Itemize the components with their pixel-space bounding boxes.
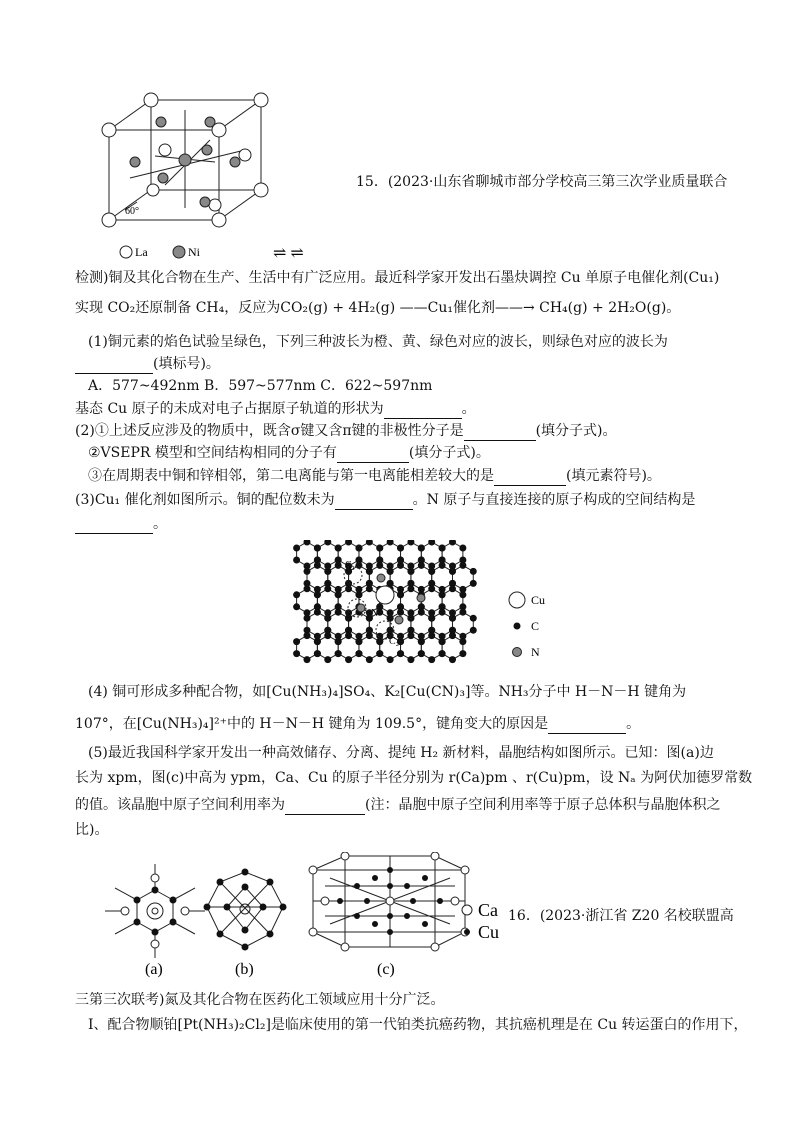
- carbon-atom: [314, 638, 321, 645]
- q15-part1-line1: (1)铜元素的焰色试验呈绿色，下列三种波长为橙、黄、绿色对应的波长，则绿色对应的波长为: [88, 334, 668, 350]
- carbon-atom: [449, 540, 456, 546]
- carbon-atom: [428, 656, 435, 663]
- carbon-atom: [449, 615, 456, 622]
- carbon-atom: [335, 562, 342, 569]
- carbon-atom: [324, 585, 331, 592]
- legend-ca: Ca: [478, 900, 498, 920]
- carbon-atom: [376, 638, 383, 645]
- carbon-atom: [397, 562, 404, 569]
- carbon-atom: [355, 638, 362, 645]
- carbon-atom: [407, 585, 414, 592]
- lattice-hexagon: [359, 542, 380, 566]
- carbon-atom: [397, 545, 404, 552]
- graphdiyne-cu-catalyst-figure: [285, 540, 555, 670]
- carbon-atom: [418, 638, 425, 645]
- carbon-atom: [407, 540, 414, 546]
- carbon-atom: [439, 591, 446, 598]
- legend-la: La: [135, 245, 148, 259]
- answer-blank[interactable]: [335, 495, 413, 510]
- legend-c: C: [531, 619, 540, 633]
- carbon-atom: [355, 591, 362, 598]
- answer-blank[interactable]: [75, 519, 153, 534]
- carbon-atom: [304, 540, 311, 546]
- lattice-hexagon: [390, 565, 411, 589]
- carbon-atom: [314, 545, 321, 552]
- lattice-hexagon: [401, 542, 422, 566]
- carbon-atom: [335, 638, 342, 645]
- carbon-atom: [314, 650, 321, 657]
- carbon-atom: [459, 591, 466, 598]
- carbon-atom: [459, 638, 466, 645]
- answer-blank[interactable]: [75, 359, 153, 374]
- q16-line2: I、配合物顺铂[Pt(NH₃)₂Cl₂]是临床使用的第一代铂类抗癌药物，其抗癌机理是在 Cu 转运蛋白的作用下，: [88, 1017, 748, 1033]
- carbon-atom: [470, 627, 477, 634]
- q15-part3-a: (3)Cu₁ 催化剂如图所示。铜的配位数未为 。N 原子与直接连接的原子构成的空间结构是: [75, 492, 696, 508]
- carbon-atom: [345, 585, 352, 592]
- carbon-atom: [376, 562, 383, 569]
- carbon-atom: [366, 568, 373, 575]
- q15-part4-a: (4) 铜可形成多种配合物，如[Cu(NH₃)₄]SO₄、K₂[Cu(CN)₃]等。NH₃分子中 H－N－H 键角为: [88, 684, 687, 700]
- lattice-hexagon: [380, 542, 401, 566]
- carbon-atom: [293, 557, 300, 564]
- carbon-atom: [418, 650, 425, 657]
- q15-part5-c: 的值。该晶胞中原子空间利用率为 (注：晶胞中原子空间利用率等于原子总体积与晶胞体积之: [75, 797, 721, 813]
- answer-blank[interactable]: [285, 800, 365, 815]
- lattice-hexagon: [307, 612, 328, 636]
- q15-part5-d: 比)。: [75, 822, 109, 838]
- carbon-atom: [293, 603, 300, 610]
- carbon-atom: [355, 545, 362, 552]
- lattice-hexagon: [421, 636, 442, 660]
- carbon-atom: [376, 650, 383, 657]
- carbon-atom: [304, 615, 311, 622]
- lattice-hexagon: [442, 589, 463, 613]
- crystal-cell-figures: [95, 852, 515, 982]
- legend-ni: Ni: [188, 245, 200, 259]
- carbon-atom: [304, 568, 311, 575]
- q15-part1-line3: 基态 Cu 原子的未成对电子占据原子轨道的形状为 。: [75, 401, 476, 417]
- carbon-atom: [345, 632, 352, 639]
- carbon-atom: [376, 545, 383, 552]
- lattice-hexagon: [297, 589, 318, 613]
- carbon-atom: [366, 585, 373, 592]
- carbon-atom: [293, 591, 300, 598]
- carbon-atom: [304, 632, 311, 639]
- carbon-atom: [418, 609, 425, 616]
- label-a: (a): [145, 961, 163, 978]
- q15-header: 15．(2023·山东省聊城市部分学校高三第三次学业质量联合: [356, 174, 728, 190]
- carbon-atom: [293, 650, 300, 657]
- carbon-atom: [304, 585, 311, 592]
- carbon-atom: [439, 609, 446, 616]
- carbon-atom: [428, 615, 435, 622]
- label-n: N: [371, 608, 379, 619]
- carbon-atom: [407, 656, 414, 663]
- carbon-atom: [397, 609, 404, 616]
- legend-n: N: [531, 645, 540, 659]
- carbon-atom: [335, 545, 342, 552]
- lattice-hexagon: [452, 565, 473, 589]
- lattice-hexagon: [307, 565, 328, 589]
- carbon-atom: [366, 540, 373, 546]
- q15-part2-b: ②VSEPR 模型和空间结构相同的分子有 (填分子式)。: [88, 445, 490, 461]
- carbon-atom: [324, 632, 331, 639]
- carbon-atom: [335, 591, 342, 598]
- carbon-atom: [439, 650, 446, 657]
- lattice-hexagon: [317, 542, 338, 566]
- lattice-hexagon: [338, 636, 359, 660]
- label-c1: C₁: [345, 560, 356, 571]
- carbon-atom: [449, 632, 456, 639]
- carbon-atom: [387, 615, 394, 622]
- lattice-hexagon: [328, 612, 349, 636]
- carbon-atom: [418, 562, 425, 569]
- carbon-atom: [397, 591, 404, 598]
- legend-cu-cells: Cu: [478, 922, 500, 942]
- carbon-atom: [459, 609, 466, 616]
- carbon-atom: [314, 562, 321, 569]
- q15-intro-line2: 实现 CO₂还原制备 CH₄，反应为CO₂(g) + 4H₂(g) ——Cu₁催化剂——→ CH₄(g) + 2H₂O(g)。: [75, 300, 681, 316]
- lattice-hexagon: [349, 612, 370, 636]
- carbon-atom: [345, 656, 352, 663]
- carbon-atom: [324, 540, 331, 546]
- label-c2: C₂: [389, 636, 400, 647]
- lattice-hexagon: [442, 542, 463, 566]
- carbon-atom: [324, 615, 331, 622]
- carbon-atom: [418, 545, 425, 552]
- answer-blank[interactable]: [494, 471, 566, 486]
- carbon-atom: [449, 585, 456, 592]
- carbon-atom: [397, 650, 404, 657]
- carbon-atom: [314, 591, 321, 598]
- carbon-atom: [449, 568, 456, 575]
- q15-part4-b: 107°，在[Cu(NH₃)₄]²⁺中的 H－N－H 键角为 109.5°，键角变大的原因是 。: [75, 716, 641, 732]
- lattice-hexagon: [432, 565, 453, 589]
- carbon-atom: [459, 650, 466, 657]
- carbon-atom: [470, 568, 477, 575]
- carbon-atom: [324, 656, 331, 663]
- lattice-hexagon: [297, 636, 318, 660]
- carbon-atom: [345, 540, 352, 546]
- label-b: (b): [235, 961, 254, 978]
- carbon-atom: [428, 540, 435, 546]
- carbon-atom: [355, 650, 362, 657]
- q15-part2-a: (2)①上述反应涉及的物质中，既含σ键又含π键的非极性分子是 (填分子式)。: [75, 423, 617, 439]
- lattice-hexagon: [421, 542, 442, 566]
- carbon-atom: [459, 562, 466, 569]
- carbon-atom: [366, 656, 373, 663]
- lattice-hexagon: [432, 612, 453, 636]
- q15-part3-b: 。: [75, 514, 167, 534]
- carbon-atom: [304, 656, 311, 663]
- answer-blank[interactable]: [337, 448, 409, 463]
- q15-part1-line2: (填标号)。: [75, 354, 220, 374]
- equilibrium-arrows: ⇌ ⇌: [273, 245, 304, 260]
- carbon-atom: [439, 562, 446, 569]
- carbon-atom: [459, 545, 466, 552]
- label-c: (c): [377, 961, 395, 978]
- carbon-atom: [407, 632, 414, 639]
- carbon-atom: [314, 609, 321, 616]
- lattice-hexagon: [401, 636, 422, 660]
- carbon-atom: [407, 615, 414, 622]
- carbon-atom: [428, 568, 435, 575]
- carbon-atom: [293, 638, 300, 645]
- carbon-atom: [407, 568, 414, 575]
- lattice-hexagon: [411, 565, 432, 589]
- q16-line1: 三第三次联考)氮及其化合物在医药化工领域应用十分广泛。: [75, 992, 445, 1008]
- carbon-atom: [439, 638, 446, 645]
- lattice-hexagon: [411, 612, 432, 636]
- lattice-hexagon: [317, 636, 338, 660]
- carbon-atom: [387, 540, 394, 546]
- q15-part5-a: (5)最近我国科学家开发出一种高效储存、分离、提纯 H₂ 新材料，晶胞结构如图所示。已知：图(a)边: [88, 745, 714, 761]
- carbon-atom: [470, 615, 477, 622]
- carbon-atom: [293, 545, 300, 552]
- angle-label: 60°: [125, 206, 139, 217]
- lattice-hexagon: [359, 636, 380, 660]
- carbon-atom: [335, 609, 342, 616]
- q16-header: 16．(2023·浙江省 Z20 名校联盟高: [508, 908, 734, 924]
- carbon-atom: [324, 568, 331, 575]
- carbon-atom: [428, 632, 435, 639]
- carbon-atom: [345, 615, 352, 622]
- lani-unit-cell-figure: [95, 90, 365, 260]
- lattice-hexagon: [442, 636, 463, 660]
- lattice-hexagon: [338, 589, 359, 613]
- answer-blank[interactable]: [384, 404, 462, 419]
- carbon-atom: [387, 568, 394, 575]
- lattice-hexagon: [297, 542, 318, 566]
- carbon-atom: [449, 656, 456, 663]
- q15-part5-b: 长为 xpm，图(c)中高为 ypm，Ca、Cu 的原子半径分别为 r(Ca)pm 、r(Cu)pm，设 Nₐ 为阿伏加德罗常数: [75, 770, 753, 786]
- carbon-atom: [439, 545, 446, 552]
- carbon-atom: [387, 656, 394, 663]
- q15-intro-line1: 检测)铜及其化合物在生产、生活中有广泛应用。最近科学家开发出石墨炔调控 Cu 单原子电催化剂(Cu₁): [75, 270, 720, 286]
- q15-part2-c: ③在周期表中铜和锌相邻，第二电离能与第一电离能相差较大的是 (填元素符号)。: [88, 468, 661, 484]
- carbon-atom: [470, 580, 477, 587]
- answer-blank[interactable]: [464, 426, 536, 441]
- answer-blank[interactable]: [548, 719, 626, 734]
- q15-options: A．577~492nm B．597~577nm C．622~597nm: [88, 378, 433, 394]
- carbon-atom: [428, 585, 435, 592]
- lattice-hexagon: [452, 612, 473, 636]
- lattice-hexagon: [317, 589, 338, 613]
- carbon-atom: [335, 650, 342, 657]
- carbon-atom: [366, 632, 373, 639]
- legend-cu: Cu: [531, 593, 546, 607]
